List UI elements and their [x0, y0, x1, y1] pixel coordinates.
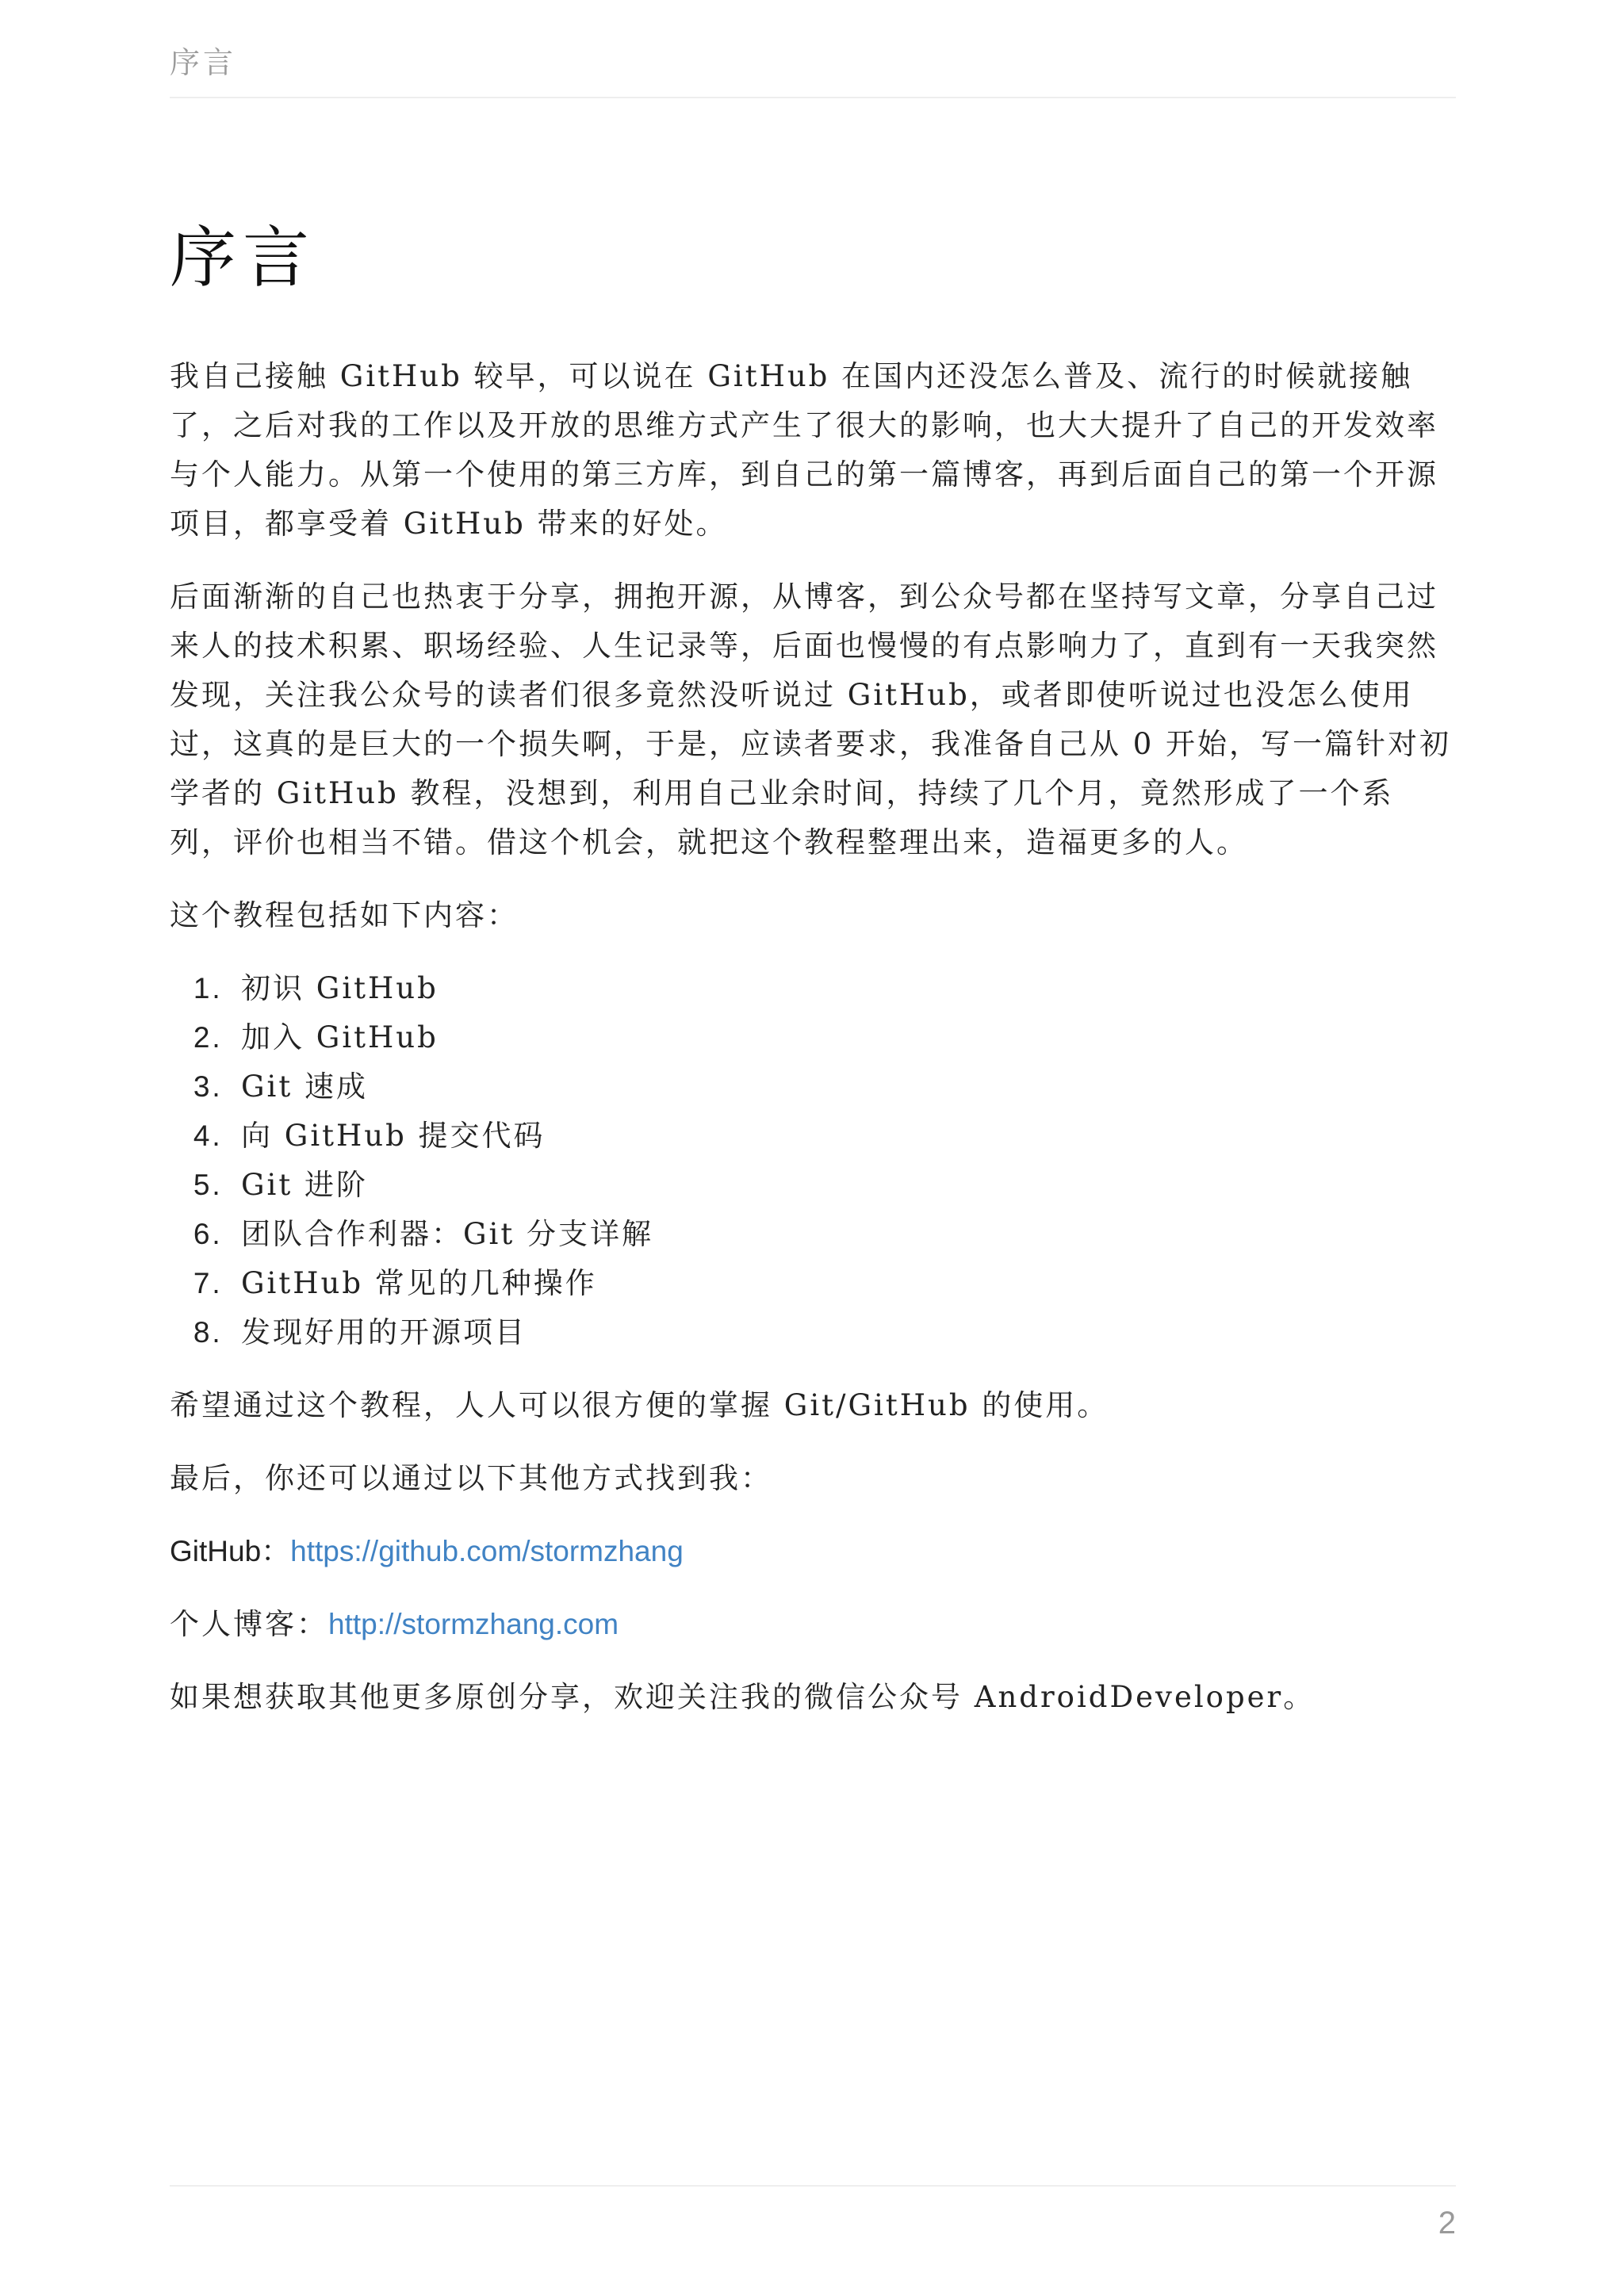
github-link[interactable]: https://github.com/stormzhang [290, 1535, 684, 1567]
footer-divider [170, 2185, 1456, 2187]
intro-paragraph-2: 后面渐渐的自己也热衷于分享，拥抱开源，从博客，到公众号都在坚持写文章，分享自己过来人的技术积累、职场经验、人生记录等，后面也慢慢的有点影响力了，直到有一天我突然发现，关注我公众号的读者们很多竟然没听说过 GitHub，或者即使听说过也没怎么使用过，这真的是巨大的一个损失啊，于是，应读者要求，我准备自己从 0 开始，写一篇针对初学者的 GitHub 教程，没想到，利用自己业余时间，持续了几个月，竟然形成了一个系列，评价也相当不错。借这个机会，就把这个教程整理出来，造福更多的人。 [170, 580, 1452, 859]
page-header [170, 33, 1456, 98]
blog-link[interactable]: http://stormzhang.com [328, 1608, 619, 1640]
final-paragraph: 如果想获取其他更多原创分享，欢迎关注我的微信公众号 AndroidDeveloper。 [170, 1680, 1316, 1714]
blog-label: 个人博客： [170, 1607, 328, 1641]
list-item: 1. 初识 GitHub [233, 964, 1456, 1013]
list-item: 7. GitHub 常见的几种操作 [233, 1259, 1456, 1308]
list-item: 8. 发现好用的开源项目 [233, 1308, 1456, 1357]
table-of-contents-list [170, 964, 1456, 1357]
list-item: 5. Git 进阶 [233, 1161, 1456, 1210]
page-number: 2 [1438, 2206, 1456, 2241]
document-body [170, 214, 1456, 1746]
github-label: GitHub： [170, 1535, 291, 1567]
github-contact [170, 1527, 1456, 1576]
list-item: 6. 团队合作利器：Git 分支详解 [233, 1210, 1456, 1259]
list-item: 3. Git 速成 [233, 1062, 1456, 1112]
blog-contact [170, 1600, 1456, 1649]
list-item: 2. 加入 GitHub [233, 1013, 1456, 1062]
list-item: 4. 向 GitHub 提交代码 [233, 1112, 1456, 1161]
running-header-title: 序言 [170, 45, 237, 80]
closing-paragraph: 希望通过这个教程，人人可以很方便的掌握 Git/GitHub 的使用。 [170, 1388, 1109, 1422]
contact-intro: 最后，你还可以通过以下其他方式找到我： [170, 1461, 772, 1495]
page-title: 序言 [170, 219, 316, 297]
intro-paragraph-1: 我自己接触 GitHub 较早，可以说在 GitHub 在国内还没怎么普及、流行的时候就接触了，之后对我的工作以及开放的思维方式产生了很大的影响，也大大提升了自己的开发效率与个人能力。从第一个使用的第三方库，到自己的第一篇博客，再到后面自己的第一个开源项目，都享受着 GitHub 带来的好处。 [170, 359, 1438, 541]
toc-intro: 这个教程包括如下内容： [170, 898, 519, 932]
